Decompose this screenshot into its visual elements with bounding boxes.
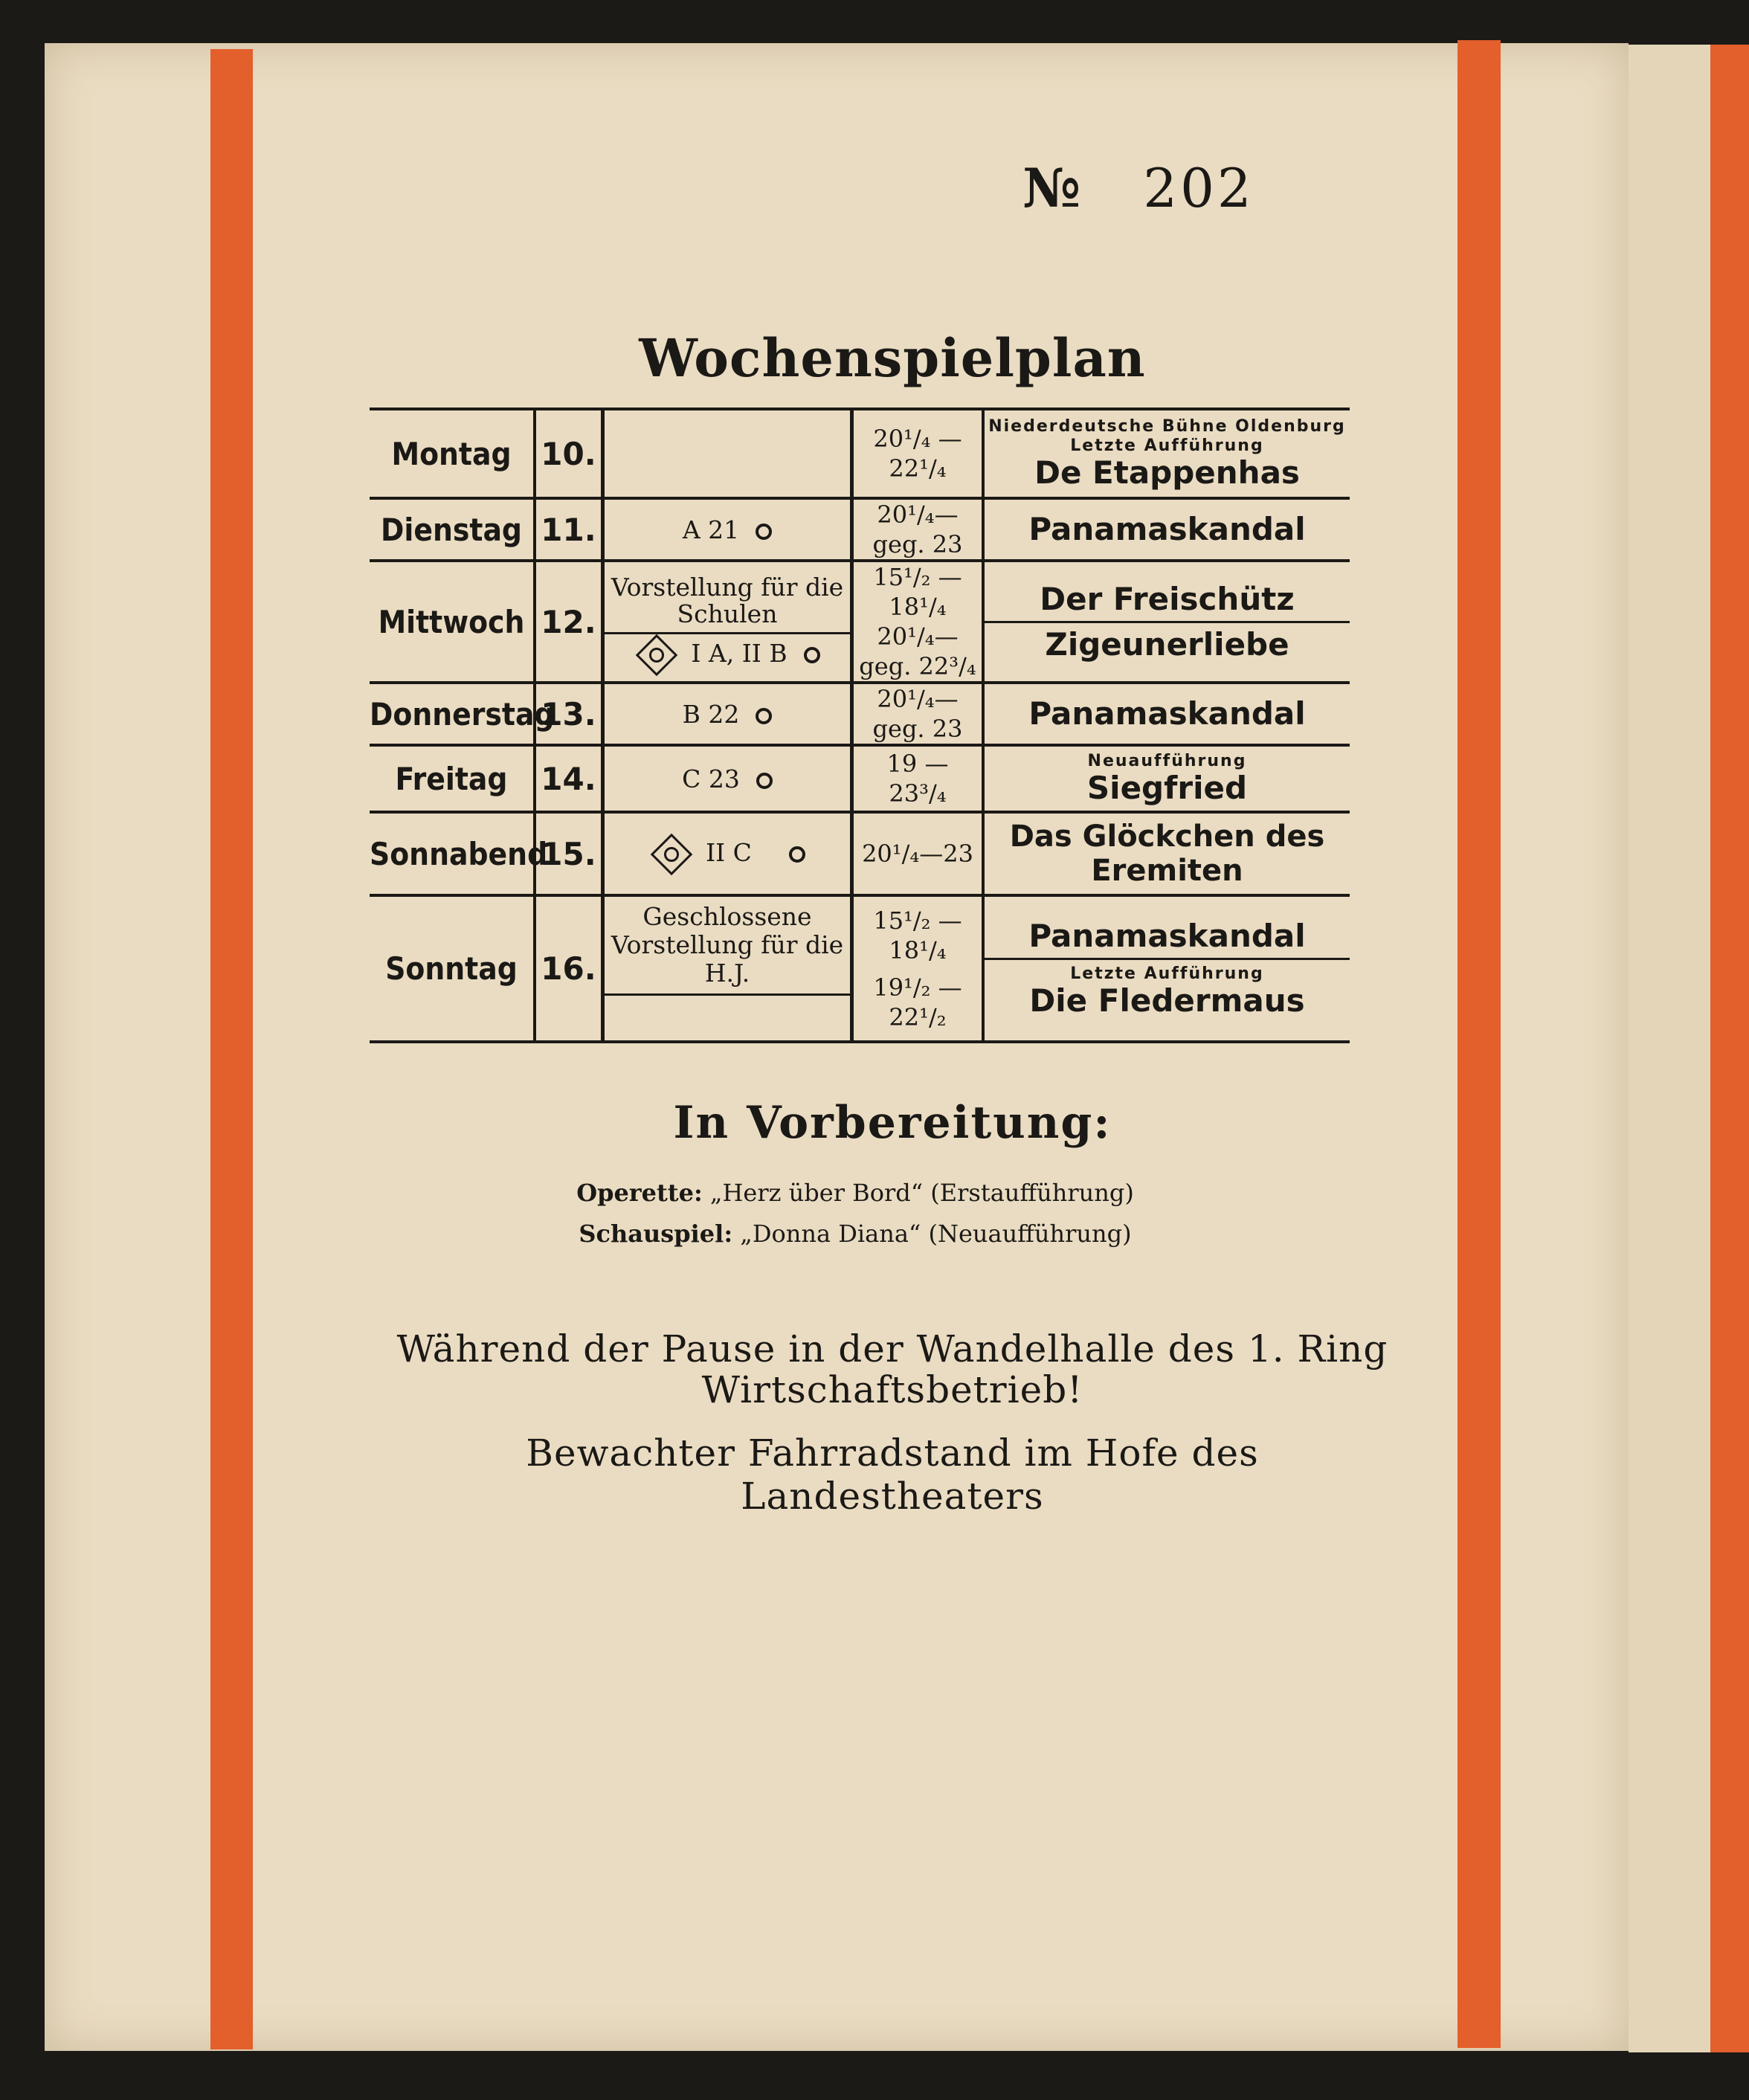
day-label: Dienstag — [370, 498, 535, 561]
play-cell — [983, 812, 1350, 895]
play-title: Das Glöckchen des Eremiten — [1009, 819, 1325, 888]
time-cell — [852, 683, 984, 745]
time-start: 20¹/₄— — [877, 685, 959, 713]
play-cell — [983, 895, 1350, 1042]
date-label: 14. — [535, 745, 603, 812]
session-info — [605, 993, 850, 1040]
date-label: 10. — [535, 409, 603, 498]
number-sign: № — [1022, 156, 1084, 219]
time-cell — [852, 409, 984, 498]
performance-info — [603, 812, 852, 895]
preparation-genre: Operette: — [576, 1179, 703, 1207]
time-cell — [852, 895, 984, 1042]
performance-info — [603, 561, 852, 683]
date-label: 15. — [535, 812, 603, 895]
subscription-code: A 21 — [682, 515, 740, 544]
performance-info — [603, 745, 852, 812]
time-cell — [852, 498, 984, 561]
time-end: 22¹/₄ — [889, 454, 947, 483]
performance-info — [603, 895, 852, 1042]
play-title: Panamaskandal — [1028, 511, 1306, 547]
session-info: I A, II B — [605, 632, 850, 674]
date-label: 11. — [535, 498, 603, 561]
play-title: Siegfried — [1086, 770, 1248, 806]
play-title: De Etappenhas — [1034, 454, 1300, 491]
time-start: 19 — — [886, 750, 949, 778]
subscription-code: II C — [706, 838, 752, 867]
time-start: 20¹/₄— — [877, 622, 959, 651]
time-end: 18¹/₄ — [889, 935, 947, 964]
time-cell — [852, 745, 984, 812]
notice-refreshments: Während der Pause in der Wandelhalle des 1. Ring — [396, 1327, 1388, 1371]
schedule-row-donnerstag — [370, 683, 1350, 745]
date-label: 16. — [535, 895, 603, 1042]
preparation-work: „Herz über Bord“ (Erstaufführung) — [709, 1179, 1134, 1207]
time-end: geg. 22³/₄ — [859, 652, 976, 680]
play-note: Letzte Aufführung — [1070, 964, 1264, 983]
subscription-code: B 22 — [682, 699, 740, 729]
session-info: Geschlossene Vorstellung für die H.J. — [611, 902, 844, 988]
time-start: 20¹/₄— — [877, 500, 959, 529]
play-title: Panamaskandal — [1028, 695, 1306, 732]
notice-refreshments-cont: Wirtschaftsbetrieb! — [701, 1368, 1083, 1411]
play-cell — [983, 409, 1350, 498]
play-cell — [983, 683, 1350, 745]
play-title: Zigeunerliebe — [985, 621, 1350, 666]
preparation-line — [409, 1179, 1301, 1207]
play-note-2: Letzte Aufführung — [1070, 437, 1264, 455]
time-start: 15¹/₂ — — [873, 563, 962, 591]
day-label: Sonnabend — [370, 812, 535, 895]
time-end: 23³/₄ — [889, 779, 947, 808]
performance-info — [603, 498, 852, 561]
play-title: Der Freischütz — [1040, 580, 1295, 617]
schedule-row-sonntag — [370, 895, 1350, 1042]
schedule-row-dienstag — [370, 498, 1350, 561]
ring-bullet-icon — [804, 647, 820, 663]
preparation-title: In Vorbereitung: — [673, 1097, 1112, 1149]
red-stripe-right — [1458, 40, 1501, 2048]
play-title: Die Fledermaus — [1029, 982, 1305, 1019]
notice-bicycle-stand: Bewachter Fahrradstand im Hofe des Landestheaters — [526, 1431, 1259, 1518]
schedule-row-sonnabend — [370, 812, 1350, 895]
time-cell — [852, 561, 984, 683]
schedule-row-montag — [370, 409, 1350, 498]
time-end: 18¹/₄ — [889, 593, 947, 621]
time-end: geg. 23 — [872, 715, 963, 743]
day-label: Donnerstag — [370, 683, 535, 745]
time-end: geg. 23 — [872, 530, 963, 558]
red-stripe-left — [210, 49, 253, 2049]
play-title: Panamaskandal — [1028, 918, 1306, 954]
day-label: Sonntag — [370, 895, 535, 1042]
preparation-work: „Donna Diana“ (Neuaufführung) — [740, 1220, 1132, 1248]
time-end: 22¹/₂ — [889, 1002, 947, 1031]
page-title: Wochenspielplan — [639, 327, 1146, 389]
play-note: Niederdeutsche Bühne Oldenburg — [988, 417, 1346, 436]
date-label: 12. — [535, 561, 603, 683]
date-label: 13. — [535, 683, 603, 745]
page-number — [1022, 156, 1254, 219]
preparation-line — [409, 1220, 1301, 1248]
number-value: 202 — [1143, 157, 1254, 219]
time-start: 15¹/₂ — — [873, 906, 962, 935]
ring-emblem-icon — [636, 634, 678, 676]
schedule-table — [370, 408, 1350, 1043]
day-label: Mittwoch — [370, 561, 535, 683]
play-cell-lower — [985, 958, 1350, 1022]
time-cell — [852, 812, 984, 895]
ring-bullet-icon — [756, 773, 773, 789]
schedule-row-freitag — [370, 745, 1350, 812]
play-note: Neuaufführung — [1087, 752, 1247, 770]
time-range: 20¹/₄—23 — [862, 840, 973, 868]
day-label: Freitag — [370, 745, 535, 812]
time-start: 19¹/₂ — — [873, 973, 962, 1002]
play-cell — [983, 561, 1350, 683]
play-cell — [983, 745, 1350, 812]
ring-emblem-icon — [651, 834, 693, 876]
preparation-genre: Schauspiel: — [579, 1220, 733, 1248]
play-cell — [983, 498, 1350, 561]
red-stripe-adjacent — [1710, 45, 1749, 2052]
session-info: Vorstellung für die Schulen — [611, 572, 844, 628]
performance-info — [603, 683, 852, 745]
day-label: Montag — [370, 409, 535, 498]
time-start: 20¹/₄ — — [873, 425, 962, 453]
performance-info — [603, 409, 852, 498]
schedule-row-mittwoch — [370, 561, 1350, 683]
subscription-code: C 23 — [682, 764, 740, 793]
ring-bullet-icon — [756, 524, 772, 540]
ring-bullet-icon — [756, 708, 772, 724]
ring-bullet-icon — [789, 846, 805, 863]
